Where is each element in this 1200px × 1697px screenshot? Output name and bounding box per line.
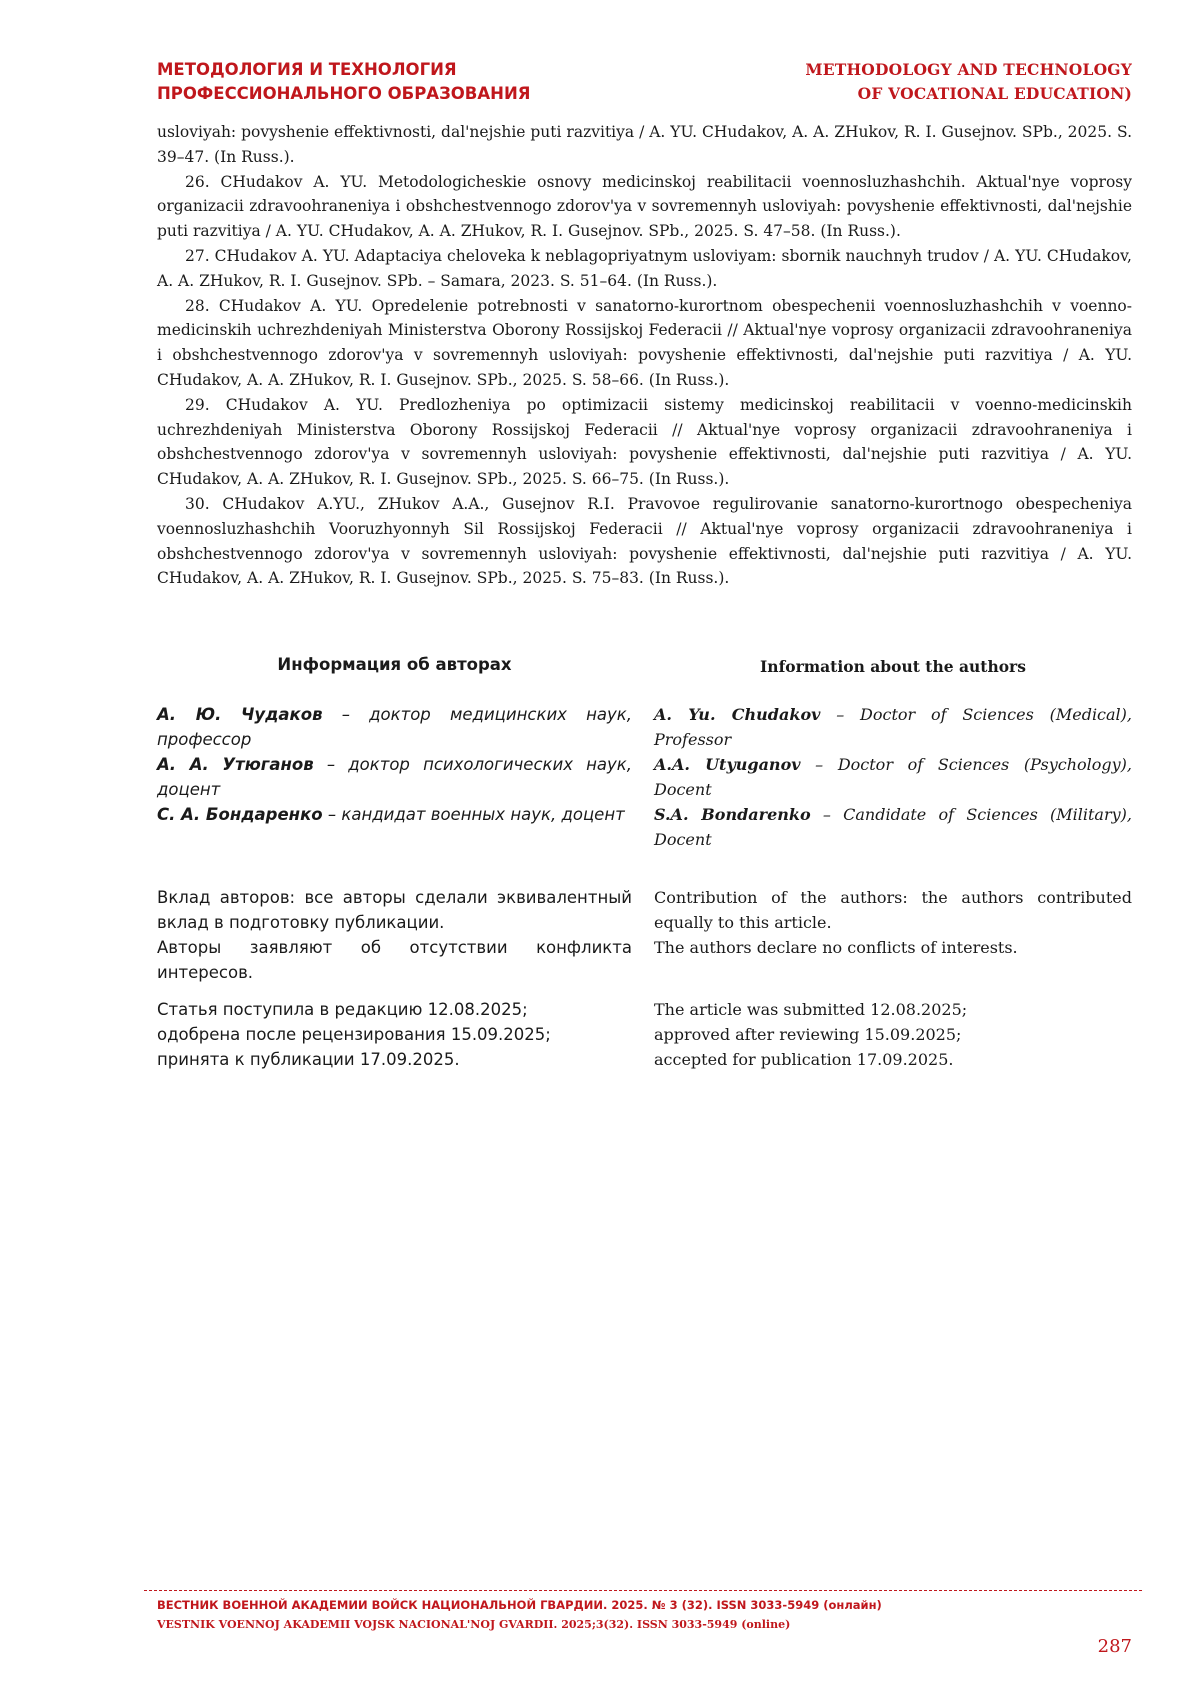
reference-list <box>157 120 1132 591</box>
author-entry <box>157 702 632 752</box>
author-desc: – доктор медицинских наук, профессор <box>157 705 632 749</box>
author-desc: – Doctor of Sciences (Medical), Professor <box>654 705 1133 749</box>
author-entry <box>157 802 632 827</box>
contribution-text: Contribution of the authors: the authors contributed equally to this article. <box>654 888 1132 932</box>
conflict-text: The authors declare no conflicts of interests. <box>654 938 1018 957</box>
author-desc: – доктор психологических наук, доцент <box>157 755 633 799</box>
reference-item: 26. CHudakov A. YU. Metodologicheskie osnovy medicinskoj reabilitacii voennosluzhashchih. Aktual'nye voprosy organizacii zdravoohraneniya i obshchestvennogo zdorov'ya v sovremennyh usloviyah: povyshenie effektivnosti, dal'nejshie puti razvitiya / A. YU. CHudakov, A. A. ZHukov, R. I. Gusejnov. SPb., 2025. S. 47–58. (In Russ.). <box>157 172 1132 241</box>
author-name: А. Ю. Чудаков <box>157 705 323 724</box>
header-left-line1: МЕТОДОЛОГИЯ И ТЕХНОЛОГИЯ <box>157 60 457 79</box>
author-name: А. А. Утюганов <box>157 755 314 774</box>
page-number: 287 <box>1097 1636 1132 1657</box>
conflict-text: Авторы заявляют об отсутствии конфликта интересов. <box>157 938 632 982</box>
date-submitted: Статья поступила в редакцию 12.08.2025; <box>157 1000 528 1019</box>
footer-journal-ru: ВЕСТНИК ВОЕННОЙ АКАДЕМИИ ВОЙСК НАЦИОНАЛЬНОЙ ГВАРДИИ. 2025. № 3 (32). ISSN 3033-5949 (онлайн) <box>157 1598 882 1612</box>
author-entry <box>157 752 632 802</box>
authors-list-en <box>654 702 1132 852</box>
author-desc: – Candidate of Sciences (Military), Docent <box>654 805 1132 849</box>
authors-list-ru <box>157 702 632 827</box>
contribution-ru <box>157 885 632 985</box>
header-left-line2: ПРОФЕССИОНАЛЬНОГО ОБРАЗОВАНИЯ <box>157 84 531 103</box>
author-name: С. А. Бондаренко <box>157 805 323 824</box>
author-desc: – Doctor of Sciences (Psychology), Docent <box>654 755 1132 799</box>
article-dates-en <box>654 997 1132 1072</box>
reference-item: 29. CHudakov A. YU. Predlozheniya po optimizacii sistemy medicinskoj reabilitacii v voenno-medicinskih uchrezhdeniyah Ministerstva Oborony Rossijskoj Federacii // Aktual'nye voprosy organizacii zdravoohraneniya i obshchestvennogo zdorov'ya v sovremennyh usloviyah: povyshenie effektivnosti, dal'nejshie puti razvitiya / A. YU. CHudakov, A. A. ZHukov, R. I. Gusejnov. SPb., 2025. S. 66–75. (In Russ.). <box>157 395 1132 489</box>
date-accepted: принята к публикации 17.09.2025. <box>157 1050 460 1069</box>
author-entry <box>654 702 1132 752</box>
header-right-line2: OF VOCATIONAL EDUCATION) <box>857 84 1132 103</box>
contribution-en <box>654 885 1132 960</box>
author-desc: – кандидат военных наук, доцент <box>322 805 625 824</box>
date-approved: одобрена после рецензирования 15.09.2025; <box>157 1025 551 1044</box>
journal-section-title-en <box>805 58 1132 106</box>
date-approved: approved after reviewing 15.09.2025; <box>654 1025 962 1044</box>
author-name: A.A. Utyuganov <box>654 755 801 774</box>
author-entry <box>654 752 1132 802</box>
reference-item: 28. CHudakov A. YU. Opredelenie potrebnosti v sanatorno-kurortnom obespechenii voennosluzhashchih v voenno-medicinskih uchrezhdeniyah Ministerstva Oborony Rossijskoj Federacii // Aktual'nye voprosy organizacii zdravoohraneniya i obshchestvennogo zdorov'ya v sovremennyh usloviyah: povyshenie effektivnosti, dal'nejshie puti razvitiya / A. YU. CHudakov, A. A. ZHukov, R. I. Gusejnov. SPb., 2025. S. 58–66. (In Russ.). <box>157 296 1132 389</box>
article-dates-ru <box>157 997 632 1072</box>
header-right-line1: METHODOLOGY AND TECHNOLOGY <box>805 60 1132 79</box>
date-submitted: The article was submitted 12.08.2025; <box>654 1000 968 1019</box>
authors-info-title-en: Information about the authors <box>760 657 1026 676</box>
reference-item: 27. CHudakov A. YU. Adaptaciya cheloveka k neblagopriyatnym usloviyam: sbornik nauchnyh trudov / A. YU. CHudakov, A. A. ZHukov, R. I. Gusejnov. SPb. – Samara, 2023. S. 51–64. (In Russ.). <box>157 246 1132 290</box>
footer-journal-en: VESTNIK VOENNOJ AKADEMII VOJSK NACIONAL'NOJ GVARDII. 2025;3(32). ISSN 3033-5949 (online) <box>157 1618 791 1631</box>
author-entry <box>654 802 1132 852</box>
journal-section-title-ru <box>157 58 530 106</box>
authors-info-title-ru: Информация об авторах <box>277 655 512 674</box>
contribution-text: Вклад авторов: все авторы сделали эквивалентный вклад в подготовку публикации. <box>157 888 632 932</box>
author-name: A. Yu. Chudakov <box>654 705 821 724</box>
author-name: S.A. Bondarenko <box>654 805 811 824</box>
reference-item: usloviyah: povyshenie effektivnosti, dal'nejshie puti razvitiya / A. YU. CHudakov, A. A. ZHukov, R. I. Gusejnov. SPb., 2025. S. 39–47. (In Russ.). <box>157 123 1132 166</box>
footer-divider <box>144 1590 1142 1591</box>
date-accepted: accepted for publication 17.09.2025. <box>654 1050 954 1069</box>
reference-item: 30. CHudakov A.YU., ZHukov A.A., Gusejnov R.I. Pravovoe regulirovanie sanatorno-kurortnogo obespecheniya voennosluzhashchih Vooruzhyonnyh Sil Rossijskoj Federacii // Aktual'nye voprosy organizacii zdravoohraneniya i obshchestvennogo zdorov'ya v sovremennyh usloviyah: povyshenie effektivnosti, dal'nejshie puti razvitiya / A. YU. CHudakov, A. A. ZHukov, R. I. Gusejnov. SPb., 2025. S. 75–83. (In Russ.). <box>157 494 1132 588</box>
